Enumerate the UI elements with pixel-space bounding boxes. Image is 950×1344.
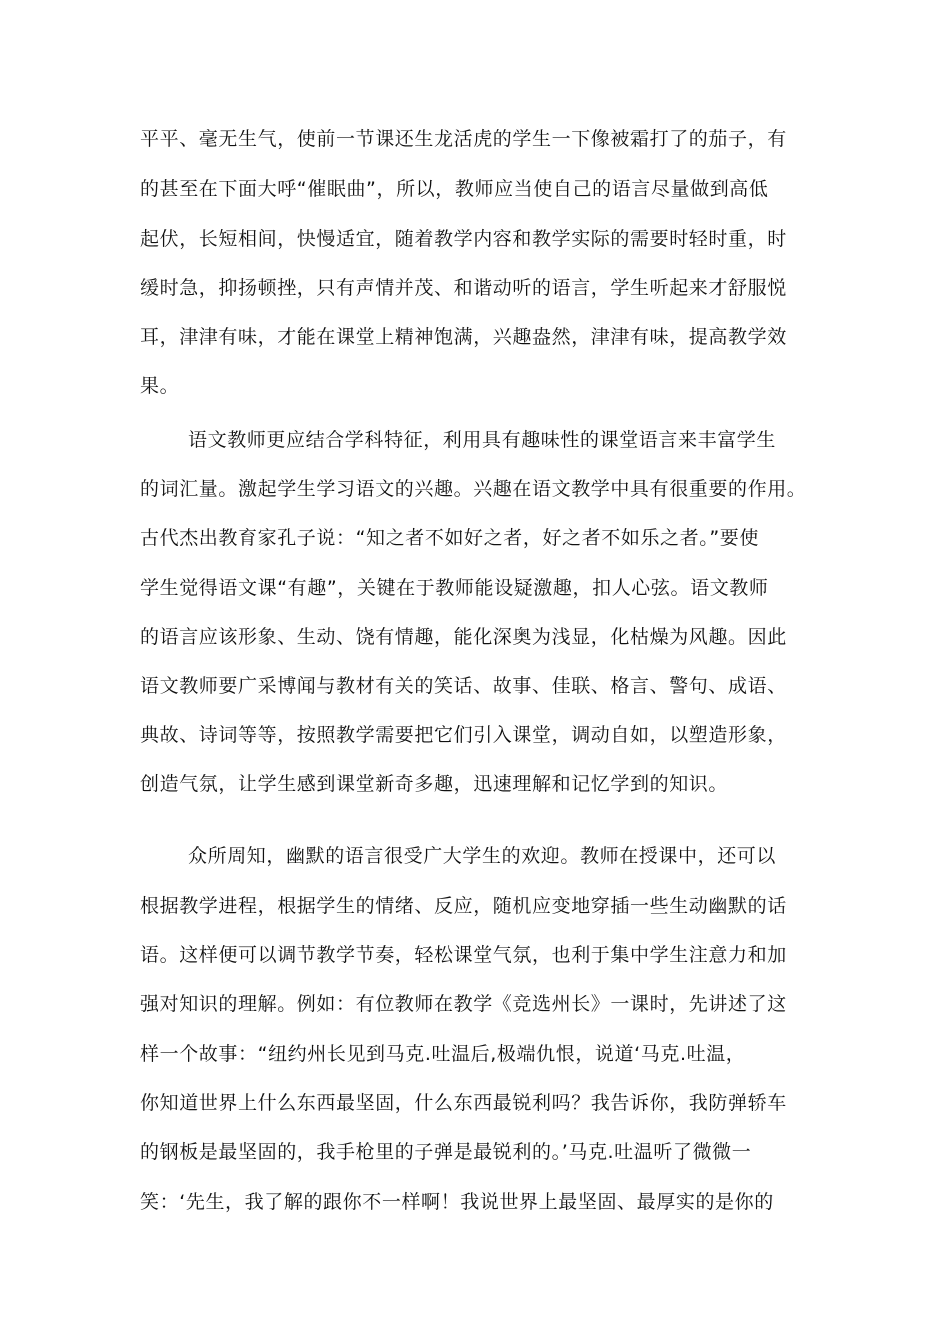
text-line: 果。 [140, 375, 180, 397]
text-line: 学生觉得语文课“有趣”，关键在于教师能设疑激趣，扣人心弦。语文教师 [140, 577, 769, 599]
text-line: 样一个故事：“纽约州长见到马克.吐温后,极端仇恨，说道‘马克.吐温， [140, 1043, 746, 1065]
text-line: 缓时急，抑扬顿挫，只有声情并茂、和谐动听的语言，学生听起来才舒服悦 [140, 277, 787, 299]
text-line: 的词汇量。激起学生学习语文的兴趣。兴趣在语文教学中具有很重要的作用。 [140, 478, 807, 500]
text-line: 根据教学进程，根据学生的情绪、反应，随机应变地穿插一些生动幽默的话 [140, 895, 787, 917]
text-line: 耳，津津有味，才能在课堂上精神饱满，兴趣盎然，津津有味，提高教学效 [140, 326, 787, 348]
text-line: 语文教师更应结合学科特征，利用具有趣味性的课堂语言来丰富学生 [188, 429, 777, 451]
text-line: 平平、毫无生气，使前一节课还生龙活虎的学生一下像被霜打了的茄子，有 [140, 128, 787, 150]
text-line: 的语言应该形象、生动、饶有情趣，能化深奥为浅显，化枯燥为风趣。因此 [140, 626, 787, 648]
text-line: 语。这样便可以调节教学节奏，轻松课堂气氛，也利于集中学生注意力和加 [140, 944, 787, 966]
text-line: 强对知识的理解。例如：有位教师在教学《竞选州长》一课时，先讲述了这 [140, 993, 787, 1015]
text-line: 起伏，长短相间，快慢适宜，随着教学内容和教学实际的需要时轻时重，时 [140, 228, 787, 250]
text-line: 语文教师要广采博闻与教材有关的笑话、故事、佳联、格言、警句、成语、 [140, 675, 787, 697]
text-line: 你知道世界上什么东西最坚固，什么东西最锐利吗？我告诉你，我防弹轿车 [140, 1092, 787, 1114]
text-line: 的甚至在下面大呼“催眠曲”，所以，教师应当使自己的语言尽量做到高低 [140, 178, 769, 200]
text-line: 古代杰出教育家孔子说：“知之者不如好之者，好之者不如乐之者。”要使 [140, 527, 759, 549]
text-line: 众所周知，幽默的语言很受广大学生的欢迎。教师在授课中，还可以 [188, 845, 777, 867]
text-line: 的钢板是最坚固的，我手枪里的子弹是最锐利的。’马克.吐温听了微微一 [140, 1141, 752, 1163]
text-line: 创造气氛，让学生感到课堂新奇多趣，迅速理解和记忆学到的知识。 [140, 773, 729, 795]
text-line: 典故、诗词等等，按照教学需要把它们引入课堂，调动自如，以塑造形象， [140, 724, 787, 746]
text-line: 笑：‘先生，我了解的跟你不一样啊！我说世界上最坚固、最厚实的是你的 [140, 1191, 774, 1213]
